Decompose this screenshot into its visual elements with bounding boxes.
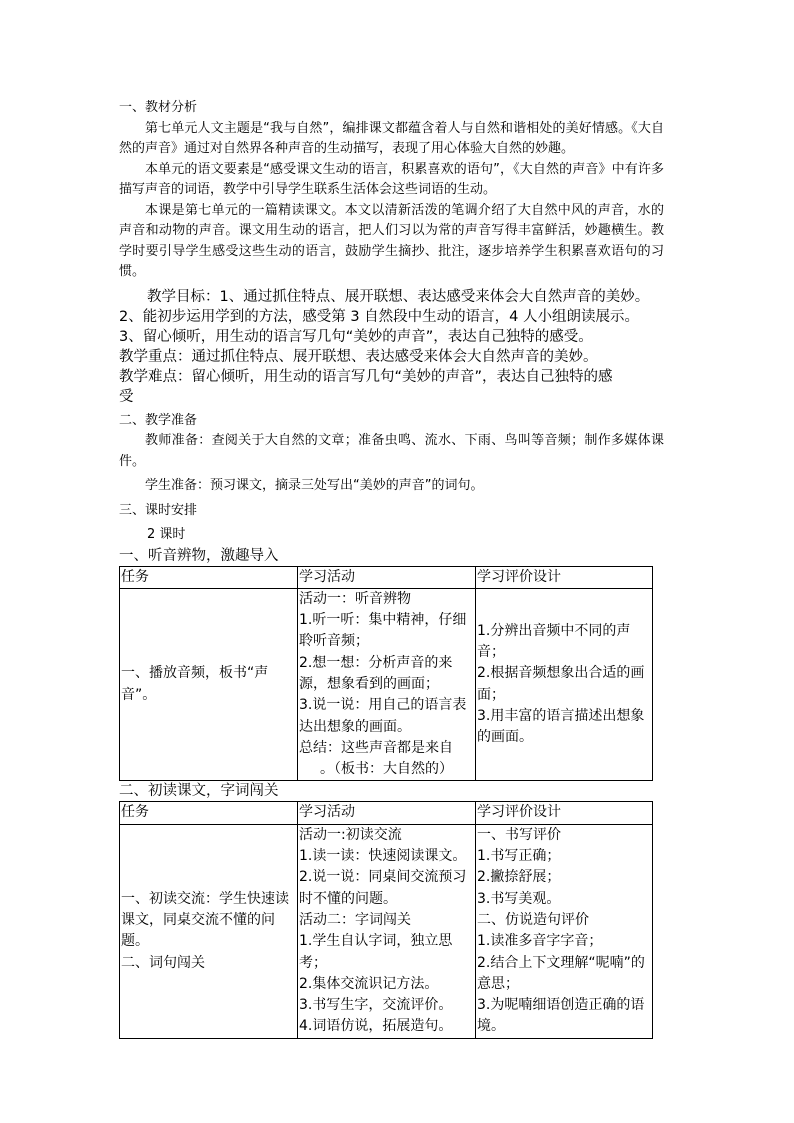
part1-table (119, 566, 653, 782)
part2-evaluation-item: 2.撇捺舒展； (477, 869, 561, 886)
document-page (119, 98, 664, 1039)
analysis-paragraph-1: 第七单元人文主题是“我与自然”，编排课文都蕴含着人与自然和谐相处的美好情感。《大自然的声音》通过对自然界各种声音的生动描写，表现了用心体验大自然的妙趣。 (119, 120, 664, 156)
section-heading-analysis: 一、教材分析 (119, 100, 198, 115)
part2-activity-item: 2.说一说：同桌间交流预习时不懂的问题。 (299, 869, 467, 907)
part2-table (119, 801, 653, 1038)
part2-evaluation-item: 3.书写美观。 (477, 890, 561, 907)
table-header-evaluation: 学习评价设计 (476, 566, 653, 588)
part1-evaluation-item: 1.分辨出音频中不同的声音； (477, 622, 631, 661)
table-header-task: 任务 (120, 566, 298, 588)
part2-evaluation-item: 2.结合上下文理解“呢喃”的意思； (477, 954, 645, 992)
part2-evaluation-item: 1.书写正确； (477, 848, 561, 865)
part2-activity-item: 2.集体交流识记方法。 (299, 975, 439, 992)
part1-activity-board-note: 。（板书：大自然的） (320, 761, 453, 778)
part2-activity-title: 活动二：字词闯关 (299, 911, 411, 928)
part1-activity-summary: 总结：这些声音都是来自 (299, 739, 453, 756)
class-hours: 2 课时 (147, 527, 186, 542)
part1-activity-title: 活动一：听音辨物 (299, 590, 411, 607)
table-header-evaluation: 学习评价设计 (476, 802, 653, 824)
part2-evaluation-item: 1.读准多音字字音； (477, 933, 603, 950)
teacher-preparation: 教师准备：查阅关于大自然的文章；准备虫鸣、流水、下雨、鸟叫等音频；制作多媒体课件。 (119, 433, 664, 469)
part2-task-cell (120, 824, 298, 1038)
analysis-paragraph-2: 本单元的语文要素是“感受课文生动的语言，积累喜欢的语句”，《大自然的声音》中有许多描写声音的词语，教学中引导学生联系生活体会这些词语的生动。 (119, 161, 664, 197)
part2-activity-item: 4.词语仿说，拓展造句。 (299, 1018, 453, 1035)
section-heading-schedule: 三、课时安排 (119, 502, 198, 518)
part2-evaluation-item: 3.为呢喃细语创造正确的语境。 (477, 997, 645, 1035)
part2-task-item: 一、初读交流：学生快速读课文，同桌交流不懂的问题。 (121, 890, 289, 950)
analysis-paragraph-3: 本课是第七单元的一篇精读课文。本文以清新活泼的笔调介绍了大自然中风的声音，水的声音和动物的声音。课文用生动的语言，把人们习以为常的声音写得丰富鲜活，妙趣横生。教学时要引导学生感受这些生动的语言，鼓励学生摘抄、批注，逐步培养学生积累喜欢语句的习惯。 (119, 202, 664, 279)
part2-evaluation-cell (476, 824, 653, 1038)
part1-task-text: 一、播放音频，板书“声音”。 (121, 665, 269, 703)
part2-heading: 二、初读课文，字词闯关 (119, 783, 279, 800)
part1-activity-item: 3.说一说：用自己的语言表达出想象的画面。 (299, 697, 467, 735)
part2-activity-item: 3.书写生字，交流评价。 (299, 997, 453, 1014)
part1-activity-cell (298, 588, 476, 781)
section-heading-preparation: 二、教学准备 (119, 412, 198, 428)
student-preparation: 学生准备：预习课文，摘录三处写出“美妙的声音”的词句。 (145, 478, 484, 493)
part2-evaluation-title: 一、书写评价 (477, 826, 561, 843)
teaching-goal-1: 教学目标：1、通过抓住特点、展开联想、表达感受来体会大自然声音的美妙。 (147, 288, 650, 305)
part1-heading: 一、听音辨物，激趣导入 (119, 547, 279, 564)
part1-activity-item: 1.听一听：集中精神，仔细聆听音频； (299, 612, 467, 650)
part1-evaluation-cell (476, 588, 653, 781)
part2-task-item: 二、词句闯关 (121, 954, 205, 971)
teaching-difficulty: 教学难点：留心倾听，用生动的语言写几句“美妙的声音”，表达自己独特的感 (119, 368, 613, 385)
table-header-activity: 学习活动 (298, 566, 476, 588)
table-header-activity: 学习活动 (298, 802, 476, 824)
teaching-goal-2: 2、能初步运用学到的方法，感受第 3 自然段中生动的语言，4 人小组朗读展示。 (119, 308, 640, 325)
part2-activity-item: 1.学生自认字词，独立思考； (299, 933, 453, 971)
part2-activity-cell (298, 824, 476, 1038)
part1-evaluation-item: 3.用丰富的语言描述出想象的画面。 (477, 707, 645, 746)
teaching-key-point: 教学重点：通过抓住特点、展开联想、表达感受来体会大自然声音的美妙。 (119, 348, 598, 365)
part1-task-cell (120, 588, 298, 781)
teaching-difficulty-cont: 受 (119, 388, 134, 405)
teaching-goal-3: 3、留心倾听，用生动的语言写几句“美妙的声音”，表达自己独特的感受。 (119, 328, 593, 345)
part2-evaluation-title: 二、仿说造句评价 (477, 911, 589, 928)
part1-evaluation-item: 2.根据音频想象出合适的画面； (477, 665, 645, 703)
table-header-task: 任务 (120, 802, 298, 824)
part2-activity-item: 1.读一读：快速阅读课文。 (299, 848, 467, 865)
part1-activity-item: 2.想一想：分析声音的来源，想象看到的画面； (299, 654, 453, 692)
part2-activity-title: 活动一:初读交流 (299, 826, 402, 843)
